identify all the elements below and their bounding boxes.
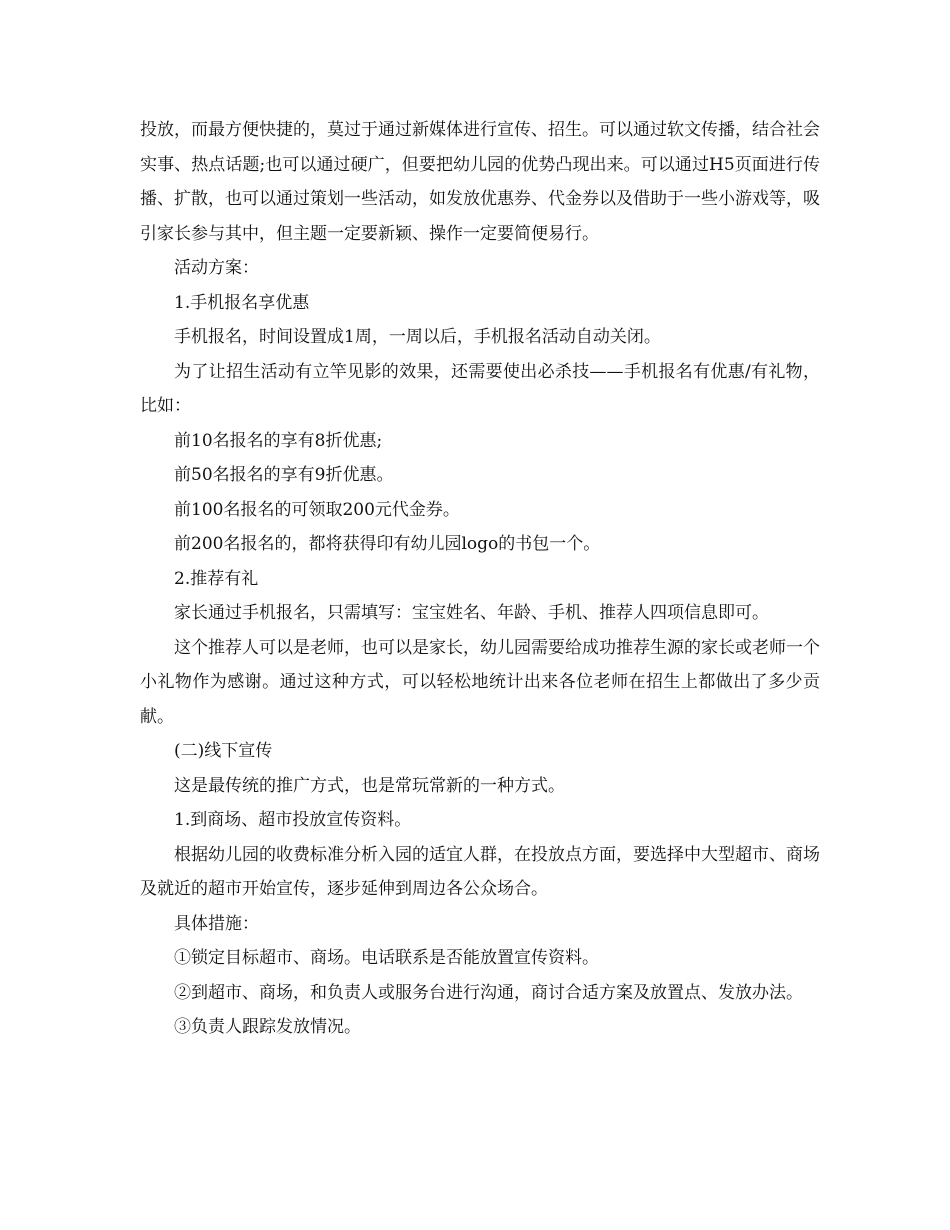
paragraph-top-200: 前200名报名的，都将获得印有幼儿园logo的书包一个。 [174,534,601,554]
paragraph-referrer: 这个推荐人可以是老师，也可以是家长，幼儿园需要给成功推荐生源的家长或老师一个小礼物作为感谢。通过这种方式，可以轻松地统计出来各位老师在招生上都做出了多少贡献。 [140,637,820,727]
paragraph-item-2-heading: 2.推荐有礼 [174,568,259,589]
paragraph-activity-plan-heading: 活动方案： [174,258,259,278]
paragraph-measure-3: ③负责人跟踪发放情况。 [174,1017,361,1037]
paragraph-mall-heading: 1.到商场、超市投放宣传资料。 [174,810,412,830]
paragraph-mall-analysis: 根据幼儿园的收费标准分析入园的适宜人群，在投放点方面，要选择中大型超市、商场及就近的超市开始宣传，逐步延伸到周边各公众场合。 [140,844,820,899]
paragraph-top-10: 前10名报名的享有8折优惠; [174,430,383,451]
paragraph-phone-signup: 手机报名，时间设置成1周，一周以后，手机报名活动自动关闭。 [174,327,661,347]
paragraph-item-1-heading: 1.手机报名享优惠 [174,292,310,313]
paragraph-top-50: 前50名报名的享有9折优惠。 [174,465,394,485]
paragraph-offline-heading: (二)线下宣传 [174,741,273,761]
paragraph-measure-2: ②到超市、商场，和负责人或服务台进行沟通，商讨合适方案及放置点、发放办法。 [174,982,803,1003]
paragraph-signup-fields: 家长通过手机报名，只需填写：宝宝姓名、年龄、手机、推荐人四项信息即可。 [174,603,769,623]
paragraph-top-100: 前100名报名的可领取200元代金券。 [174,499,460,520]
paragraph-measure-1: ①锁定目标超市、商场。电话联系是否能放置宣传资料。 [174,948,599,968]
document-body [140,113,820,1045]
paragraph-signup-offer: 为了让招生活动有立竿见影的效果，还需要使出必杀技——手机报名有优惠/有礼物，比如： [140,361,820,416]
paragraph-offline-intro: 这是最传统的推广方式，也是常玩常新的一种方式。 [174,775,565,796]
paragraph-measures-heading: 具体措施： [174,913,259,934]
paragraph-promotion-intro: 投放，而最方便快捷的，莫过于通过新媒体进行宣传、招生。可以通过软文传播，结合社会实事、热点话题;也可以通过硬广，但要把幼儿园的优势凸现出来。可以通过H5页面进行传播、扩散，也可以通过策划一些活动，如发放优惠券、代金券以及借助于一些小游戏等，吸引家长参与其中，但主题一定要新颖、操作一定要简便易行。 [140,120,820,244]
